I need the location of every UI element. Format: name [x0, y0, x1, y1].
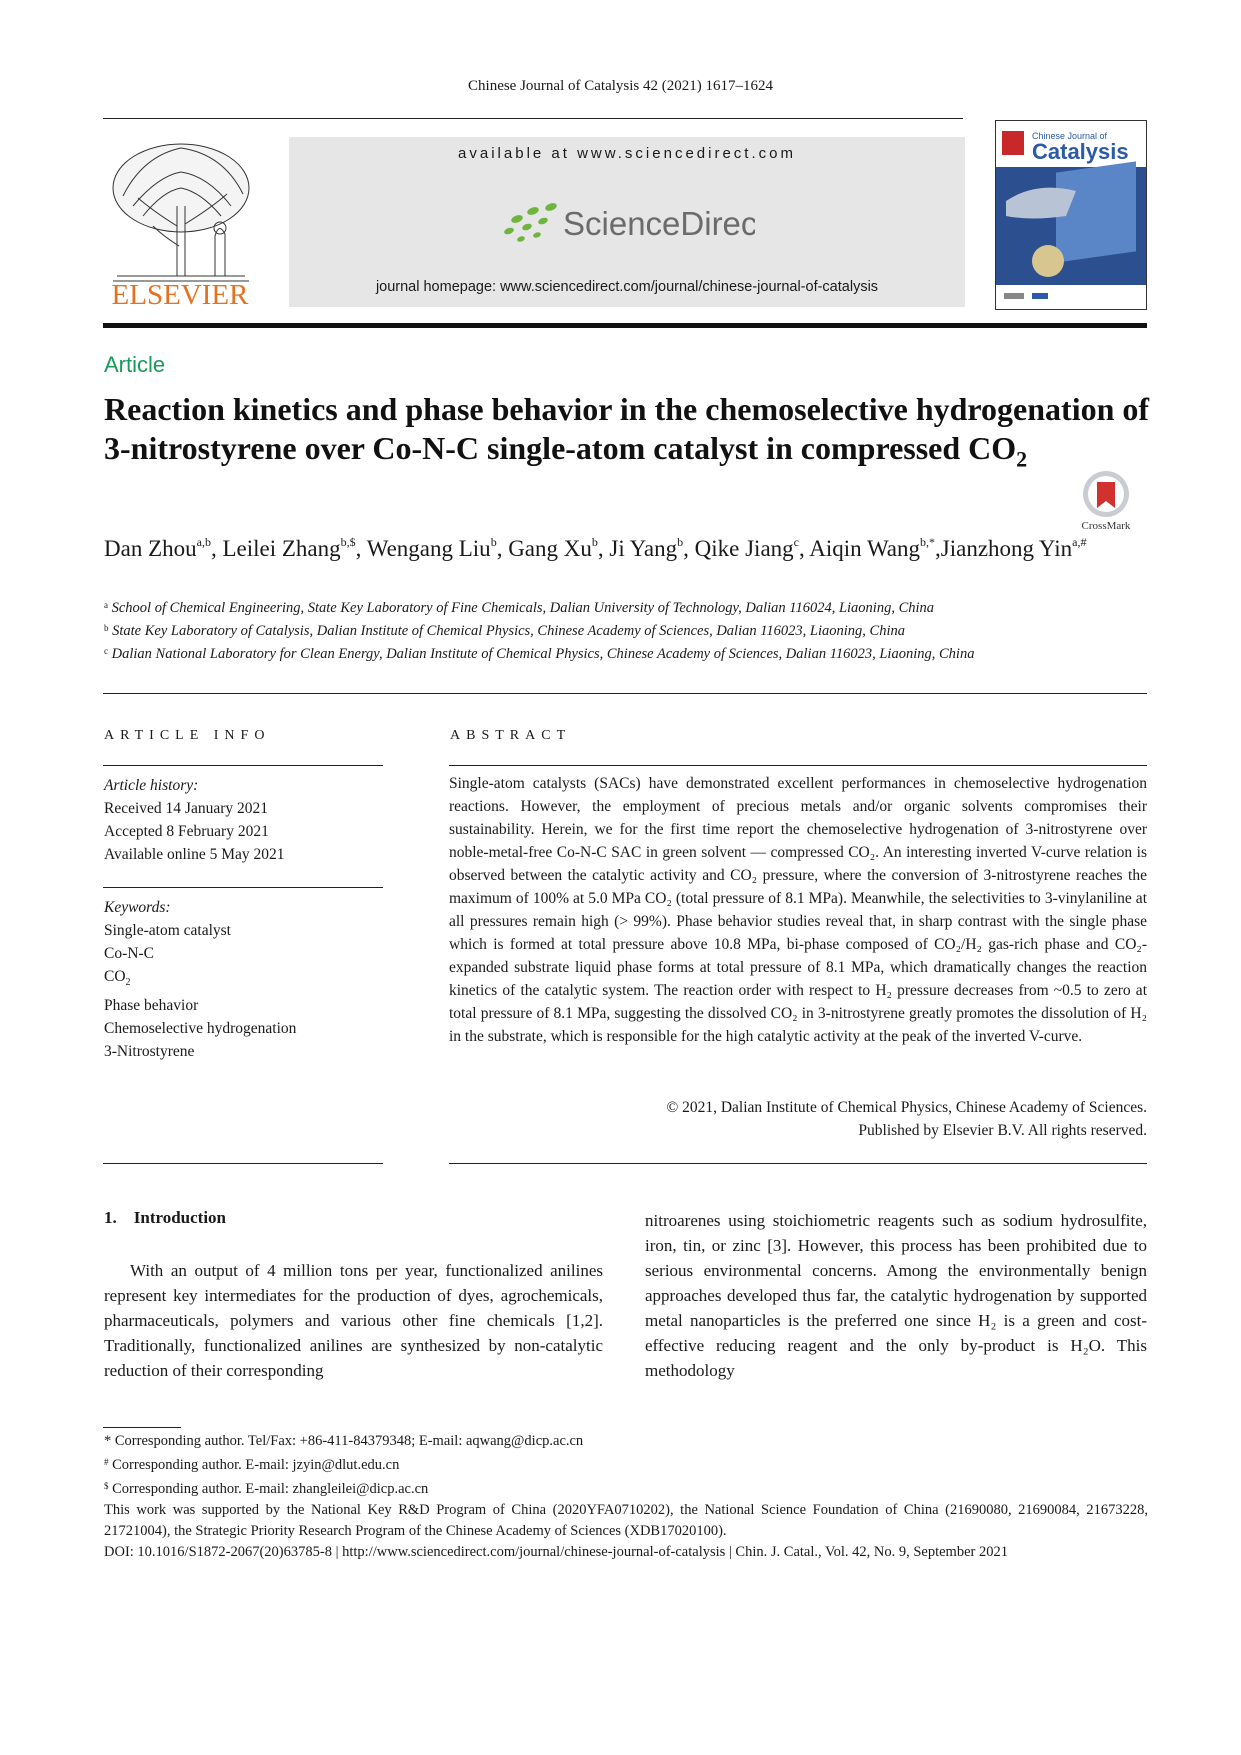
affiliation-b	[104, 623, 905, 640]
title-main: Reaction kinetics and phase behavior in the chemoselective hydrogenation of 3-nitrostyrene over Co-N-C single-atom catalyst in compressed CO	[104, 391, 1150, 466]
footnote-text: Corresponding author. E-mail: jzyin@dlut.edu.cn	[112, 1457, 400, 1473]
author-name[interactable]: Dan Zhou	[104, 536, 197, 561]
info-divider-middle	[103, 887, 383, 888]
copyright-line-2: Published by Elsevier B.V. All rights reserved.	[858, 1122, 1147, 1139]
elsevier-logo[interactable]	[103, 136, 258, 308]
keyword-item	[104, 965, 384, 994]
article-history	[104, 774, 384, 866]
author-separator: ,	[597, 536, 610, 561]
affiliation-mark: c	[104, 646, 108, 656]
keyword-item: Chemoselective hydrogenation	[104, 1020, 297, 1038]
available-at-text: available at www.sciencedirect.com	[458, 145, 796, 162]
author-separator: ,	[935, 536, 941, 561]
sciencedirect-dots-icon	[499, 199, 755, 245]
author-separator: ,	[798, 536, 810, 561]
keyword-co2: CO	[104, 968, 126, 985]
author-separator: ,	[210, 536, 223, 561]
sciencedirect-logo[interactable]	[499, 199, 755, 245]
affiliation-c	[104, 646, 974, 663]
copyright-notice	[449, 1096, 1147, 1142]
abstract-text: Single-atom catalysts (SACs) have demonstrated excellent performances in chemoselective hydrogenation reactions. However, the employment of precious metals and/or organic solvents compromises their sustainability. Herein, we for the first time report the chemoselective hydrogenation of 3-nitrostyrene over noble-metal-free Co-N-C SAC in green solvent — compressed CO₂. An interesting inverted V-curve relation is observed between the catalytic activity and CO₂ pressure, where the conversion of 3-nitrostyrene reaches the maximum of 100% at 5.0 MPa CO₂ (total pressure of 8.1 MPa). Meanwhile, the selectivities to 3-vinylaniline at all pressures remain high (> 99%). Phase behavior studies reveal that, in sharp contrast with the single phase which is formed at total pressure above 10.8 MPa, bi-phase composed of CO₂/H₂ gas-rich phase and CO₂-expanded substrate liquid phase forms at total pressure of 8.1 MPa, which dramatically changes the reaction kinetics of the catalytic system. The reaction order with respect to H₂ pressure decreases from ~0.5 to zero at total pressure of 8.1 MPa, suggesting the dissolved CO₂ in 3-nitrostyrene greatly promotes the dissolution of H₂ in the substrate, which is responsible for the high catalytic activity at the peak of the inverted V-curve.	[449, 775, 1147, 1045]
author-name[interactable]: Jianzhong Yin	[940, 536, 1073, 561]
keyword-item: Single-atom catalyst	[104, 922, 231, 939]
affiliation-divider	[103, 693, 1147, 694]
elsevier-wordmark: ELSEVIER	[111, 279, 249, 308]
abstract-divider-bottom	[449, 1163, 1147, 1164]
crossmark-badge[interactable]	[1080, 470, 1132, 532]
history-received: Received 14 January 2021	[104, 800, 268, 817]
keywords-label: Keywords:	[104, 899, 171, 916]
affiliation-text: School of Chemical Engineering, State Key Laboratory of Fine Chemicals, Dalian University of Technology, Dalian 116024, Liaoning, China	[111, 600, 935, 616]
article-type-label: Article	[104, 352, 166, 377]
footnote-divider	[103, 1427, 181, 1428]
journal-citation-line: Chinese Journal of Catalysis 42 (2021) 1617–1624	[468, 78, 773, 94]
copyright-line-1: © 2021, Dalian Institute of Chemical Physics, Chinese Academy of Sciences.	[666, 1099, 1147, 1116]
keywords-list	[104, 896, 384, 1063]
elsevier-tree-icon	[103, 136, 258, 308]
intro-column-left: With an output of 4 million tons per year, functionalized anilines represent key intermediates for the production of dyes, agrochemicals, pharmaceuticals, polymers and various other fine chemicals [1,2]. Traditionally, functionalized anilines are synthesized by non-catalytic reduction of their corresponding	[104, 1261, 603, 1380]
crossmark-label: CrossMark	[1081, 520, 1131, 532]
footnote-funding: This work was supported by the National Key R&D Program of China (2020YFA0710202), the National Science Foundation of China (21690080, 21690084, 21673228, 21721004), the Strategic Priority Research Program of the Chinese Academy of Sciences (XDB17020100).	[104, 1502, 1148, 1539]
history-label: Article history:	[104, 777, 199, 794]
footnote-corresponding-dollar	[104, 1476, 1148, 1500]
keyword-co2-subscript: 2	[125, 977, 131, 989]
affiliation-mark: b	[104, 623, 109, 633]
section-heading-introduction: 1. Introduction	[104, 1208, 227, 1227]
author-separator: ,	[683, 536, 695, 561]
cover-image	[996, 121, 1146, 309]
sciencedirect-banner	[289, 137, 965, 307]
author-name[interactable]: Aiqin Wang	[809, 536, 921, 561]
author-affiliation-mark: b	[677, 535, 684, 549]
affiliation-text: State Key Laboratory of Catalysis, Dalian Institute of Chemical Physics, Chinese Academy of Sciences, Dalian 116023, Liaoning, China	[112, 623, 905, 639]
history-accepted: Accepted 8 February 2021	[104, 823, 269, 840]
author-name[interactable]: Leilei Zhang	[222, 536, 341, 561]
journal-homepage-link[interactable]: journal homepage: www.sciencedirect.com/journal/chinese-journal-of-catalysis	[375, 279, 879, 295]
cover-journal-title: Catalysis	[1032, 139, 1129, 164]
author-affiliation-mark: a,#	[1072, 535, 1087, 549]
affiliation-text: Dalian National Laboratory for Clean Energy, Dalian Institute of Chemical Physics, Chinese Academy of Sciences, Dalian 116023, Liaoning, China	[111, 646, 975, 662]
article-info-heading: ARTICLE INFO	[104, 728, 271, 743]
author-separator: ,	[496, 536, 509, 561]
crossmark-icon	[1080, 470, 1132, 532]
info-divider-top	[103, 765, 383, 766]
affiliation-a	[104, 600, 934, 617]
footnote-text: Corresponding author. E-mail: zhangleilei@dicp.ac.cn	[112, 1481, 429, 1497]
author-list	[104, 526, 1104, 565]
footnote-corresponding-hash	[104, 1452, 1148, 1476]
author-affiliation-mark: b	[591, 535, 598, 549]
sciencedirect-wordmark: ScienceDirect	[563, 205, 755, 242]
author-name[interactable]: Qike Jiang	[694, 536, 794, 561]
info-divider-bottom	[103, 1163, 383, 1164]
title-subscript: 2	[1016, 446, 1028, 472]
abstract-heading: ABSTRACT	[450, 728, 572, 743]
author-name[interactable]: Gang Xu	[508, 536, 592, 561]
affiliation-mark: a	[104, 600, 108, 610]
footnote-mark: #	[104, 1457, 109, 1467]
keyword-item: Co-N-C	[104, 945, 154, 962]
header-thick-rule	[103, 323, 1147, 328]
author-affiliation-mark: b	[490, 535, 497, 549]
intro-column-right: nitroarenes using stoichiometric reagents such as sodium hydrosulfite, iron, tin, or zinc [3]. However, this process has been prohibited due to serious environmental concerns. Among the environmentally benign approaches developed thus far, the catalytic hydrogenation by supported metal nanoparticles is the preferred one since H₂ is a green and cost-effective reducing reagent and the only by-product is H₂O. This methodology	[645, 1211, 1147, 1380]
author-separator: ,	[355, 536, 367, 561]
journal-cover-thumbnail[interactable]	[995, 120, 1147, 310]
footnotes	[104, 1431, 1148, 1563]
cover-journal-small: Chinese Journal of	[1032, 131, 1108, 141]
footnote-mark: *	[104, 1433, 112, 1449]
header-divider	[103, 118, 963, 119]
history-online: Available online 5 May 2021	[104, 846, 285, 863]
author-affiliation-mark: b,$	[340, 535, 356, 549]
abstract-divider-top	[449, 765, 1147, 766]
footnote-mark: $	[104, 1481, 109, 1491]
author-name[interactable]: Ji Yang	[609, 536, 678, 561]
author-affiliation-mark: b,*	[920, 535, 936, 549]
article-title	[104, 390, 1154, 478]
author-name[interactable]: Wengang Liu	[366, 536, 491, 561]
footnote-doi[interactable]: DOI: 10.1016/S1872-2067(20)63785-8 | http://www.sciencedirect.com/journal/chinese-journal-of-catalysis | Chin. J. Catal., Vol. 42, No. 9, September 2021	[104, 1544, 1008, 1560]
keyword-item: Phase behavior	[104, 997, 199, 1015]
keyword-item: 3-Nitrostyrene	[104, 1043, 195, 1061]
footnote-corresponding-star	[104, 1431, 1148, 1452]
author-affiliation-mark: a,b	[196, 535, 211, 549]
author-affiliation-mark: c	[793, 535, 799, 549]
footnote-text: Corresponding author. Tel/Fax: +86-411-84379348; E-mail: aqwang@dicp.ac.cn	[114, 1433, 584, 1449]
